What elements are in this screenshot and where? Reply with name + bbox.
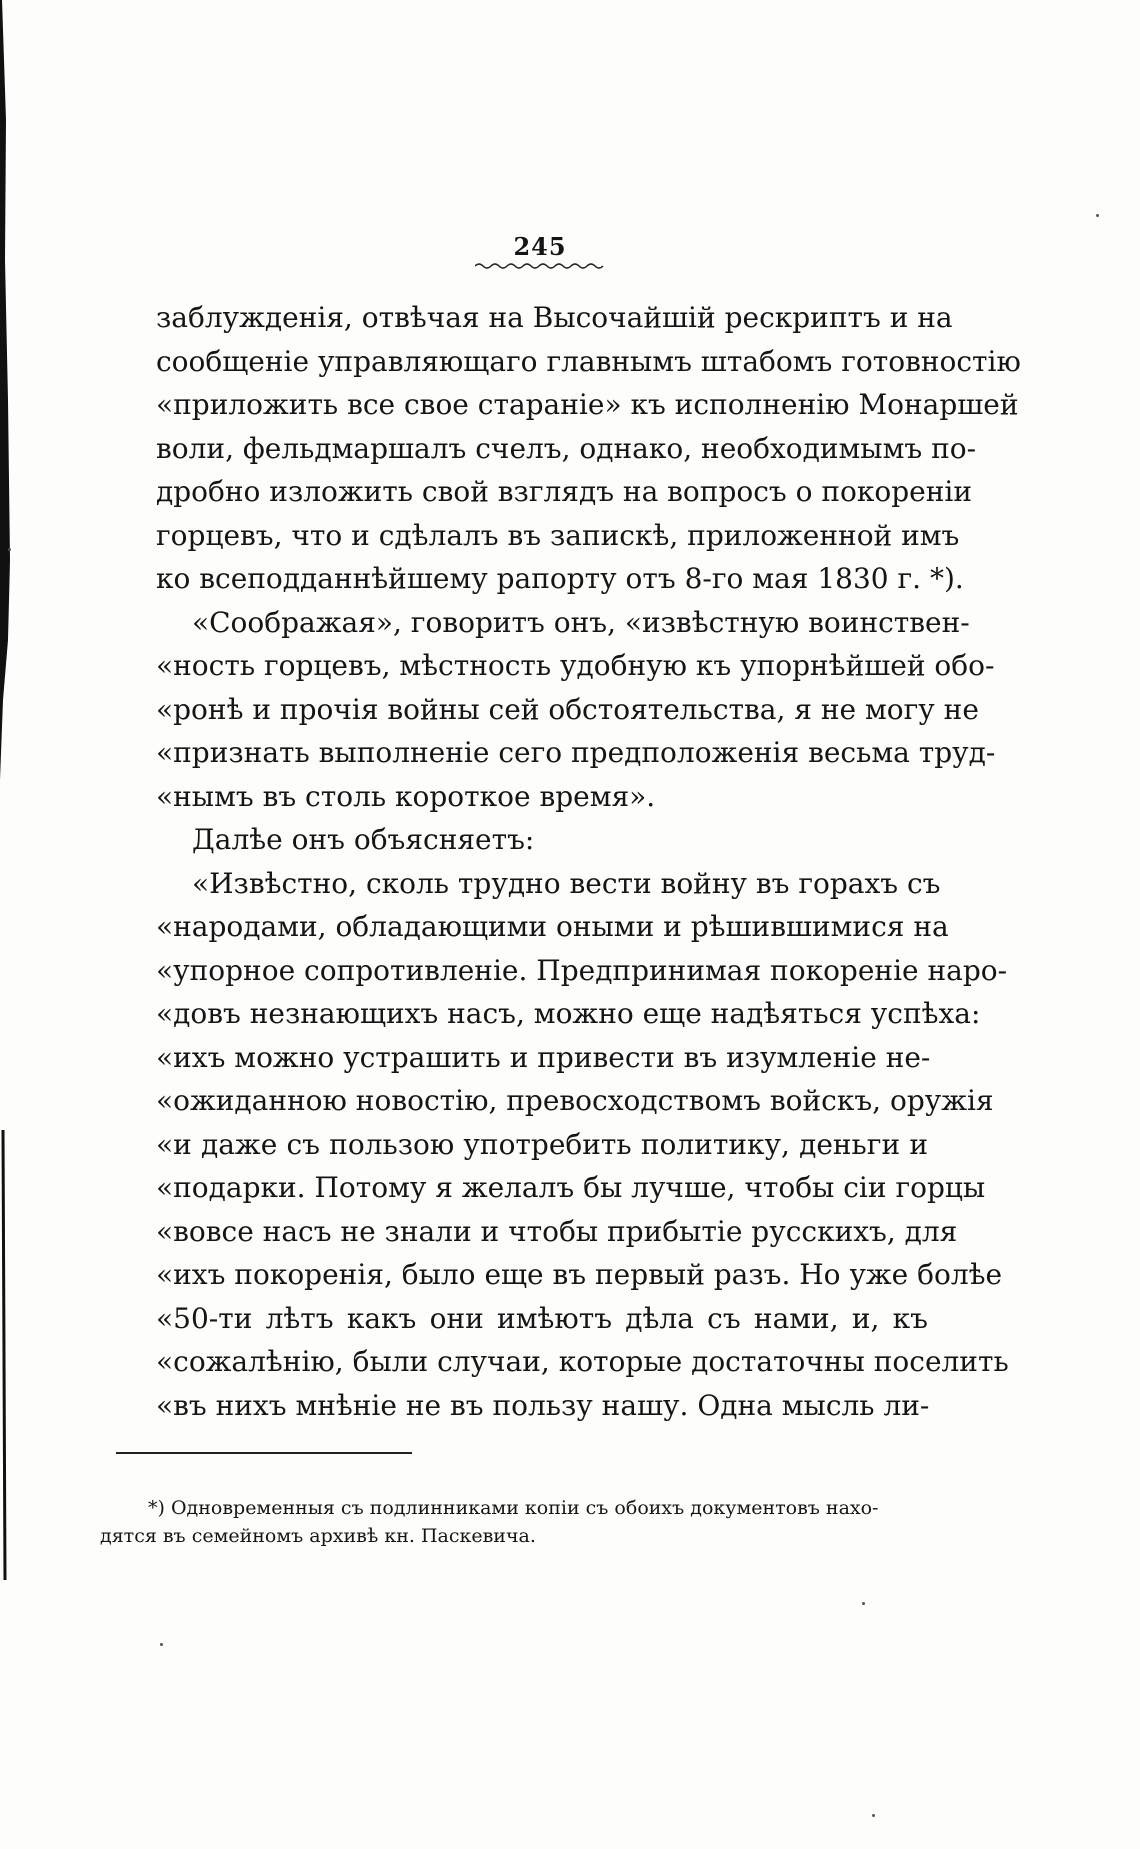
text-line: «ожиданною новостію, превосходствомъ войскъ, оружія xyxy=(156,1084,994,1117)
text-line: «признать выполненіе сего предположенія весьма труд- xyxy=(156,736,996,769)
text-line: «упорное сопротивленіе. Предпринимая покореніе наро- xyxy=(156,953,1008,987)
page-number-wavy-rule xyxy=(475,261,605,271)
scan-speck xyxy=(872,1814,875,1817)
text-line: заблужденія, отвѣчая на Высочайшій рескриптъ и на xyxy=(156,301,953,334)
footnote xyxy=(100,1494,930,1550)
text-line: «въ нихъ мнѣніе не въ пользу нашу. Одна мысль ли- xyxy=(156,1388,930,1422)
text-line: «Извѣстно, сколь трудно вести войну въ горахъ съ xyxy=(192,866,941,900)
text-line: «подарки. Потому я желалъ бы лучше, чтобы сіи горцы xyxy=(156,1171,986,1204)
text-line: «ихъ покоренія, было еще въ первый разъ. Но уже болѣе xyxy=(156,1258,1003,1291)
scan-speck xyxy=(160,1643,163,1646)
text-line: «сожалѣнію, были случаи, которые достаточны поселить xyxy=(156,1345,1009,1378)
body-text xyxy=(156,296,1021,1427)
scan-binding-edge xyxy=(0,0,18,780)
text-line: дробно изложить свой взглядъ на вопросъ о покореніи xyxy=(156,475,973,508)
text-line: воли, фельдмаршалъ счелъ, однако, необходимымъ по- xyxy=(156,431,977,465)
text-line: «приложить все свое стараніе» къ исполненію Монаршей xyxy=(156,388,1019,421)
text-line: Далѣе онъ объясняетъ: xyxy=(192,823,535,856)
text-line: ко всеподданнѣйшему рапорту отъ 8-го мая 1830 г. *). xyxy=(156,562,964,595)
text-line: «ность горцевъ, мѣстность удобную къ упорнѣйшей обо- xyxy=(156,649,995,682)
page-number: 245 xyxy=(513,232,567,261)
text-line: «Соображая», говоритъ онъ, «извѣстную воинствен- xyxy=(192,605,970,639)
text-line: «ихъ можно устрашить и привести въ изумленіе не- xyxy=(156,1040,931,1074)
footnote-line: *) Одновременныя съ подлинниками копіи съ обоихъ документовъ нахо- xyxy=(148,1497,879,1519)
text-line: «довъ незнающихъ насъ, можно еще надѣяться успѣха: xyxy=(156,997,981,1030)
text-line: сообщеніе управляющаго главнымъ штабомъ готовностію xyxy=(156,344,1021,378)
text-line: «народами, обладающими оными и рѣшившимися на xyxy=(156,910,949,943)
text-line: «нымъ въ столь короткое время». xyxy=(156,779,656,813)
footnote-separator xyxy=(116,1452,412,1454)
scan-speck xyxy=(8,548,11,551)
text-line: «и даже съ пользою употребить политику, деньги и xyxy=(156,1127,928,1161)
text-line: «50-ти лѣтъ какъ они имѣютъ дѣла съ нами, и, къ xyxy=(156,1301,928,1335)
scan-speck xyxy=(862,1602,865,1605)
text-line: «ронѣ и прочія войны сей обстоятельства, я не могу не xyxy=(156,692,979,726)
scan-binding-edge-lower xyxy=(0,1130,12,1580)
text-line: «вовсе насъ не знали и чтобы прибытіе русскихъ, для xyxy=(156,1214,958,1248)
scan-speck xyxy=(1096,214,1099,217)
page-number-block xyxy=(470,232,610,271)
text-line: горцевъ, что и сдѣлалъ въ запискѣ, приложенной имъ xyxy=(156,518,960,552)
footnote-line: дятся въ семейномъ архивѣ кн. Паскевича. xyxy=(100,1525,536,1547)
